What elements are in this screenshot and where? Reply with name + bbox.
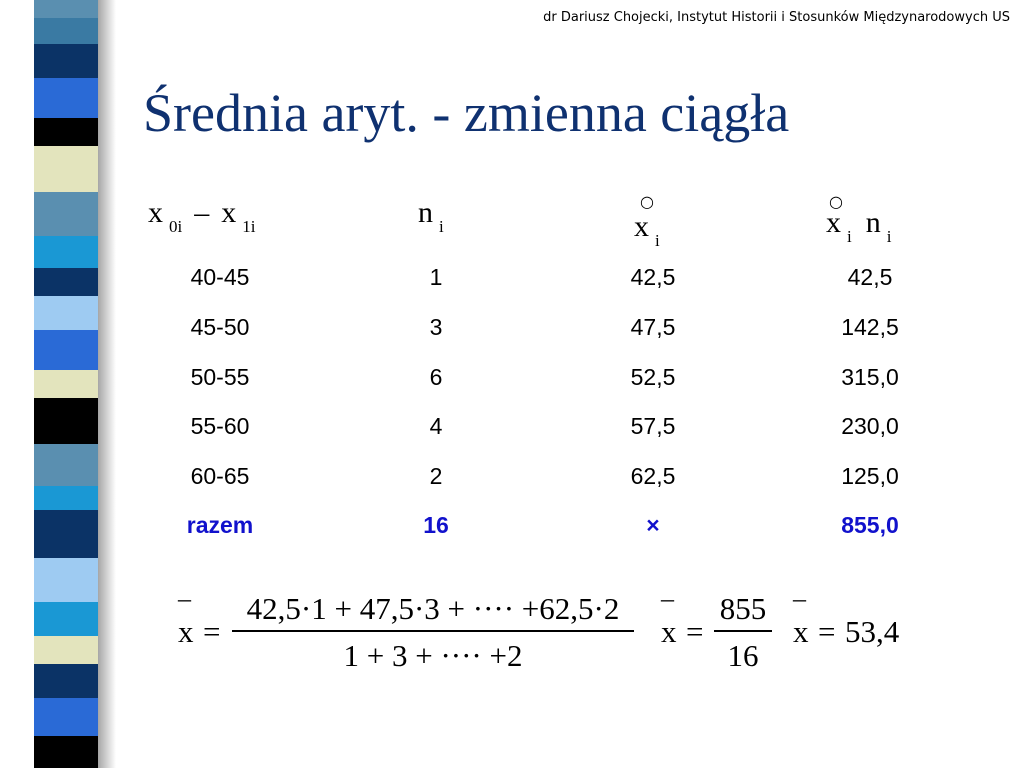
stripe-block xyxy=(34,118,98,146)
stripe-block xyxy=(34,486,98,510)
stripe-block xyxy=(34,398,98,444)
stripe-block xyxy=(34,44,98,78)
header-xi: xi xyxy=(634,210,660,250)
count-cell: 1 xyxy=(429,264,443,290)
stripe-block xyxy=(34,558,98,602)
total-label: razem xyxy=(186,512,254,538)
stripe-block xyxy=(34,330,98,370)
result-value: 53,4 xyxy=(845,614,900,649)
interval-cell: 40-45 xyxy=(190,264,250,290)
total-count: 16 xyxy=(423,512,449,538)
stripe-shadow xyxy=(98,0,116,768)
header-xi-ni: xi n i xyxy=(826,206,892,246)
stripe-block xyxy=(34,296,98,330)
product-cell: 125,0 xyxy=(841,463,899,489)
ring-mark: ○ xyxy=(829,192,843,211)
stripe-block xyxy=(34,510,98,558)
stripe-block xyxy=(34,736,98,768)
midpoint-cell: 62,5 xyxy=(630,463,676,489)
stripe-block xyxy=(34,444,98,486)
product-cell: 42,5 xyxy=(847,264,893,290)
stripe-block xyxy=(34,0,98,18)
product-cell: 230,0 xyxy=(841,413,899,439)
stripe-block xyxy=(34,268,98,296)
mean-symbol: x xyxy=(661,614,677,649)
stripe-block xyxy=(34,602,98,636)
equals-sign: = xyxy=(686,614,704,649)
fraction-bar xyxy=(232,630,634,632)
total-product: 855,0 xyxy=(841,512,899,538)
count-cell: 4 xyxy=(429,413,443,439)
stripe-block xyxy=(34,370,98,398)
numerator: 42,5·1 + 47,5·3 + ···· +62,5·2 xyxy=(246,591,620,626)
stripe-block xyxy=(34,236,98,268)
count-cell: 6 xyxy=(429,364,443,390)
stripe-block xyxy=(34,78,98,118)
equals-sign: = xyxy=(203,614,221,649)
stripe-block xyxy=(34,192,98,236)
mean-symbol: x xyxy=(178,614,194,649)
header-interval: x 0i – x 1i xyxy=(148,196,256,236)
fraction-bar xyxy=(714,630,772,632)
midpoint-cell: 47,5 xyxy=(630,314,676,340)
mean-bar: – xyxy=(793,584,806,613)
ring-mark: ○ xyxy=(640,192,654,211)
stripe-block xyxy=(34,698,98,736)
product-cell: 142,5 xyxy=(841,314,899,340)
denominator: 1 + 3 + ···· +2 xyxy=(343,638,523,673)
author-credit: dr Dariusz Chojecki, Instytut Historii i Stosunków Międzynarodowych US xyxy=(543,10,1010,25)
product-cell: 315,0 xyxy=(841,364,899,390)
denominator: 16 xyxy=(727,638,759,673)
interval-cell: 60-65 xyxy=(190,463,250,489)
interval-cell: 55-60 xyxy=(190,413,250,439)
stripe-block xyxy=(34,18,98,44)
numerator: 855 xyxy=(719,591,767,626)
equals-sign: = xyxy=(818,614,836,649)
midpoint-cell: 57,5 xyxy=(630,413,676,439)
header-ni: ni xyxy=(418,196,444,236)
mean-symbol: x xyxy=(793,614,809,649)
mean-bar: – xyxy=(178,584,191,613)
interval-cell: 45-50 xyxy=(190,314,250,340)
midpoint-cell: 52,5 xyxy=(630,364,676,390)
stripe-block xyxy=(34,664,98,698)
interval-cell: 50-55 xyxy=(190,364,250,390)
midpoint-cell: 42,5 xyxy=(630,264,676,290)
total-midpoint: × xyxy=(646,512,660,538)
decorative-stripe xyxy=(34,0,98,768)
slide-title: Średnia aryt. - zmienna ciągła xyxy=(143,83,790,143)
count-cell: 2 xyxy=(429,463,443,489)
count-cell: 3 xyxy=(429,314,443,340)
stripe-block xyxy=(34,636,98,664)
stripe-block xyxy=(34,146,98,192)
mean-bar: – xyxy=(661,584,674,613)
